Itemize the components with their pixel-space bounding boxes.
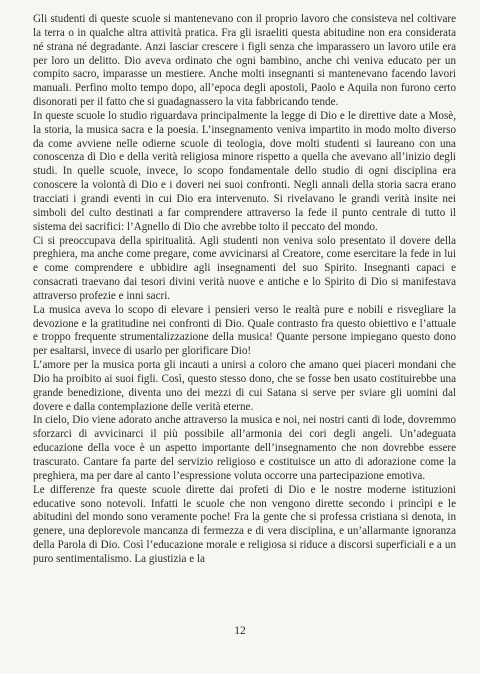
page-number: 12: [234, 625, 246, 637]
paragraph: In queste scuole lo studio riguardava principalmente la legge di Dio e le direttive date a Mosè, la storia, la musica sacra e la poesia. L’insegnamento veniva impartito in modo molto diverso da come avviene nelle odierne scuole di teologia, dove molti studenti si laureano con una conoscenza di Dio e della verità religiosa minore rispetto a quella che avevano all’inizio degli studi. In quelle scuole, invece, lo scopo fondamentale dello studio di ogni disciplina era conoscere la volontà di Dio e i doveri nei suoi confronti. Negli annali della storia sacra erano tracciati i grandi eventi in cui Dio era intervenuto. Si rivelavano le grandi verità insite nei simboli del culto destinati a far comprendere attraverso la fede il punto centrale di tutto il sistema dei sacrifici: l’Agnello di Dio che avrebbe tolto il peccato del mondo.: [33, 109, 456, 233]
paragraph: La musica aveva lo scopo di elevare i pensieri verso le realtà pure e nobili e risvegliare la devozione e la gratitudine nei confronti di Dio. Quale contrasto fra questo obiettivo e l’attuale e troppo frequente strumentalizzazione della musica! Quante persone impiegano questo dono per esaltarsi, invece di usarlo per glorificare Dio!: [33, 303, 456, 358]
paragraph: In cielo, Dio viene adorato anche attraverso la musica e noi, nei nostri canti di lode, dovremmo sforzarci di avvicinarci il più possibile all’armonia dei cori degli angeli. Un’adeguata educazione della voce è un aspetto importante dell’insegnamento che non dovrebbe essere trascurato. Cantare fa parte del servizio religioso e costituisce un atto di adorazione come la preghiera, ma per dare al canto l’espressione voluta occorre una partecipazione emotiva.: [33, 414, 456, 482]
paragraph: Ci si preoccupava della spiritualità. Agli studenti non veniva solo presentato il dovere della preghiera, ma anche come pregare, come avvicinarsi al Creatore, come esercitare la fede in lui e come comprendere e ubbidire agli insegnamenti del suo Spirito. Insegnanti capaci e consacrati traevano dai tesori divini verità nuove e antiche e lo Spirito di Dio si manifestava attraverso profezie e inni sacri.: [33, 234, 456, 302]
body-text: [33, 13, 456, 567]
paragraph: Le differenze fra queste scuole dirette dai profeti di Dio e le nostre moderne istituzioni educative sono notevoli. Infatti le scuole che non vengono dirette secondo i princìpi e le abitudini del mondo sono veramente poche! Fra la gente che si professa cristiana si denota, in genere, una deplorevole mancanza di fermezza e di vera disciplina, e un’allarmante ignoranza della Parola di Dio. Così l’educazione morale e religiosa si riduce a discorsi superficiali e a un puro sentimentalismo. La giustizia e la: [33, 483, 456, 565]
paragraph: L’amore per la musica porta gli incauti a unirsi a coloro che amano quei piaceri mondani che Dio ha proibito ai suoi figli. Così, questo stesso dono, che se fosse ben usato costituirebbe una grande benedizione, diventa uno dei mezzi di cui Satana si serve per sviare gli uomini dal dovere e dalla contemplazione delle verità eterne.: [33, 359, 456, 413]
paragraph: Gli studenti di queste scuole si mantenevano con il proprio lavoro che consisteva nel coltivare la terra o in qualche altra attività pratica. Fra gli israeliti questa abitudine non era considerata né strana né degradante. Anzi lasciar crescere i figli senza che imparassero un lavoro utile era per loro un delitto. Dio aveva ordinato che ogni bambino, anche chi veniva educato per un compito sacro, imparasse un mestiere. Anche molti insegnanti si mantenevano facendo lavori manuali. Perfino molto tempo dopo, all’epoca degli apostoli, Paolo e Aquila non furono certo disonorati per il fatto che si guadagnassero la vita fabbricando tende.: [33, 13, 456, 109]
